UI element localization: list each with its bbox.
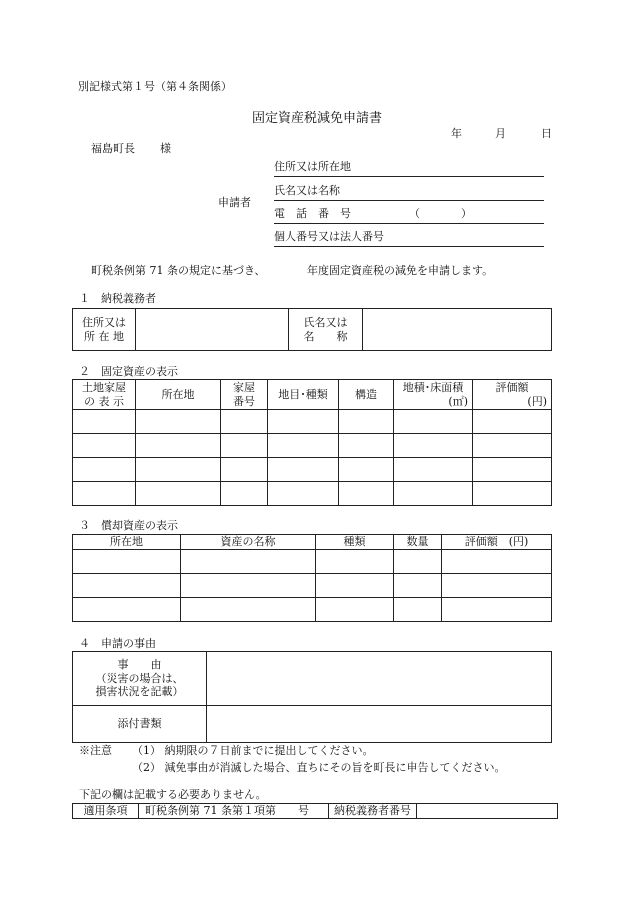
date-year-label: 年 [451,127,462,140]
table-cell[interactable] [442,574,552,598]
table-cell[interactable] [339,458,394,482]
table-row [73,598,552,622]
table-cell[interactable] [442,598,552,622]
notes-label: ※注意 [79,744,112,757]
fixed-col-location: 所在地 [136,380,221,410]
table-row [73,434,552,458]
table-cell[interactable] [221,482,268,506]
fixed-col-structure: 構造 [339,380,394,410]
applicant-phone-field[interactable] [274,207,544,224]
section3-heading: ３ 償却資産の表示 [79,519,178,532]
section4-heading: ４ 申請の事由 [79,637,156,650]
taxpayer-name-label: 氏名又は 名 称 [289,309,363,351]
table-cell[interactable] [73,458,136,482]
table-cell[interactable] [394,434,473,458]
taxpayer-address-input[interactable] [136,309,289,351]
table-cell[interactable] [136,458,221,482]
attachments-input[interactable] [207,706,552,743]
table-row [73,550,552,574]
table-row [73,410,552,434]
applicant-label: 申請者 [218,196,251,209]
reason-label: 事 由 （災害の場合は、 損害状況を記載） [73,652,207,706]
table-cell[interactable] [316,598,394,622]
table-cell[interactable] [181,550,316,574]
note-item-1: （1） 納期限の７日前までに提出してください。 [132,744,374,757]
reason-input[interactable] [207,652,552,706]
fixed-assets-table [72,379,552,506]
table-cell[interactable] [73,434,136,458]
table-cell[interactable] [136,482,221,506]
applicant-address-field[interactable] [274,160,544,177]
table-row [73,574,552,598]
dep-col-location: 所在地 [73,535,181,550]
form-title: 固定資産税減免申請書 [252,111,383,126]
applicant-name-label: 氏名又は名称 [274,184,340,197]
table-cell[interactable] [473,410,552,434]
table-cell[interactable] [442,550,552,574]
table-cell[interactable] [339,410,394,434]
table-cell[interactable] [394,598,442,622]
statement-part2: 年度固定資産税の減免を申請します。 [307,264,494,277]
table-cell[interactable] [394,550,442,574]
date-day-label: 日 [541,127,552,140]
phone-paren-open: （ [409,207,420,220]
statement-part1: 町税条例第 71 条の規定に基づき、 [91,264,266,277]
table-cell[interactable] [73,574,181,598]
dep-col-quantity: 数量 [394,535,442,550]
taxpayer-address-label: 住所又は 所 在 地 [73,309,136,351]
reason-table [72,651,552,743]
table-cell[interactable] [73,598,181,622]
phone-paren-close: ） [461,207,472,220]
table-cell[interactable] [339,434,394,458]
section1-heading: １ 納税義務者 [79,292,156,305]
table-cell[interactable] [394,458,473,482]
table-cell[interactable] [181,574,316,598]
addressee-name: 福島町長 [91,142,135,155]
office-taxpayer-number-input[interactable] [417,804,558,819]
table-cell[interactable] [394,482,473,506]
table-cell[interactable] [268,434,339,458]
table-cell[interactable] [394,410,473,434]
taxpayer-table [72,308,552,351]
office-col-applicable-clause: 適用条項 [73,804,139,819]
table-cell[interactable] [268,458,339,482]
depreciable-assets-table [72,534,552,622]
table-cell[interactable] [73,410,136,434]
applicant-name-field[interactable] [274,184,544,201]
table-cell[interactable] [181,598,316,622]
applicant-phone-label: 電 話 番 号 [274,207,351,220]
table-cell[interactable] [73,482,136,506]
table-cell[interactable] [394,574,442,598]
table-cell[interactable] [136,410,221,434]
table-cell[interactable] [473,458,552,482]
fixed-col-house-number: 家屋 番号 [221,380,268,410]
office-use-table [72,803,558,819]
office-col-taxpayer-number: 納税義務者番号 [329,804,417,819]
table-cell[interactable] [268,482,339,506]
table-cell[interactable] [473,482,552,506]
table-cell[interactable] [221,458,268,482]
addressee-honorific: 様 [160,142,171,155]
dep-col-asset-name: 資産の名称 [181,535,316,550]
footer-note: 下記の欄は記載する必要ありません。 [79,788,267,801]
fixed-col-land-building: 土地家屋 の 表 示 [73,380,136,410]
form-number: 別記様式第１号（第４条関係） [78,80,232,93]
table-row [73,458,552,482]
taxpayer-name-input[interactable] [363,309,552,351]
section2-heading: ２ 固定資産の表示 [79,365,178,378]
applicant-id-label: 個人番号又は法人番号 [274,230,384,243]
fixed-col-value: 評価額 (円) [473,380,552,410]
dep-col-type: 種類 [316,535,394,550]
table-cell[interactable] [221,410,268,434]
table-cell[interactable] [221,434,268,458]
table-cell[interactable] [268,410,339,434]
fixed-col-area: 地積･床面積 (㎡) [394,380,473,410]
date-month-label: 月 [495,127,506,140]
applicant-id-field[interactable] [274,230,544,247]
table-cell[interactable] [316,550,394,574]
table-cell[interactable] [316,574,394,598]
table-cell[interactable] [473,434,552,458]
applicant-address-label: 住所又は所在地 [274,160,351,173]
table-cell[interactable] [73,550,181,574]
dep-col-value: 評価額 (円) [442,535,552,550]
table-cell[interactable] [136,434,221,458]
office-col-ordinance: 町税条例第 71 条第１項第 号 [139,804,329,819]
fixed-col-category: 地目･種類 [268,380,339,410]
attachments-label: 添付書類 [73,706,207,743]
table-row [73,482,552,506]
note-item-2: （2） 減免事由が消滅した場合、直ちにその旨を町長に申告してください。 [132,761,506,774]
table-cell[interactable] [339,482,394,506]
